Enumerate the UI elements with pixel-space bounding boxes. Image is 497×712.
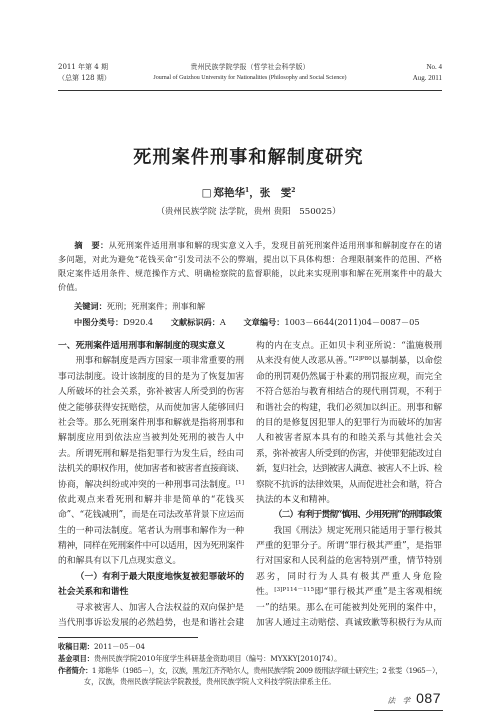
body-text-line [58,478,244,493]
abstract-line: 多问题，对此为避免“花钱买命”引发司法不公的弊端，提出以下具体构想：合理限制案件的范围、严格 [58,254,442,264]
body-text-line: 法机关的职权作用，使加害者和被害者直接商谈、 [58,464,244,475]
author-affiliation: （贵州民族学院 法学院，贵州 贵阳 550025） [156,207,341,217]
author-bio-line: 女，汉族，贵州民族学院法学院教授，贵州民族学院人文科技学院法律系主任。 [83,677,336,687]
footnote-divider [58,637,198,638]
body-text-line [256,354,442,369]
body-text-line: 不符合惩治与教育相结合的现代刑罚观，不利于 [256,387,442,398]
body-text-line: 系，弥补被害人所受到的伤害，并使罪犯能改过自 [256,448,442,459]
classification-line [58,315,442,329]
body-text-line: 解制度应用到依法应当被判处死刑的被告人中 [58,433,244,444]
body-text-line [256,585,442,600]
received-date [58,641,442,653]
author-affiliation-mark: 1 [245,187,250,194]
issue-date: Aug. 2011 [412,74,442,82]
article-number [243,317,419,327]
author-line [0,186,497,200]
body-column-right [256,339,442,631]
body-text-line: 生的一种司法制度。笔者认为刑事和解作为一种 [58,525,244,536]
abstract-text: 从死刑案件适用刑事和解的现实意义入手，发现目前死刑案件适用刑事和解制度存在的诸 [108,240,442,250]
body-text-line: 行对国家和人民利益的危害特别严重，情节特别 [256,556,442,567]
body-text-line: 和谐社会的构建，我们必须加以纠正。刑事和解 [256,402,442,413]
body-text-line: 当代刑事诉讼发展的必然趋势，也是和谐社会建 [58,618,244,629]
issue-no: No. 4 [426,63,442,71]
clc-number [74,317,153,327]
body-text-line: 事司法制度。设计该制度的目的是为了恢复加害 [58,371,244,382]
article-number-value: 1003－6644(2011)04－0087－05 [284,317,420,327]
running-header [58,62,442,84]
article-title: 死刑案件刑事和解制度研究 [133,147,364,168]
author-separator: ， [249,187,260,199]
subsection-heading: （一）有利于最大限度地恢复被犯罪破坏的 [75,571,244,582]
document-code-label: 文献标识码： [170,317,220,327]
author-affiliation-mark: 2 [291,187,296,194]
body-text-line: 严重的犯罪分子。所谓“罪行极其严重”，是指罪 [256,541,442,552]
article-number-label: 文章编号： [243,317,285,327]
section-heading: 一、死刑案件适用刑事和解制度的现实意义 [58,341,226,351]
author-bio-label: 作者简介： [58,665,92,675]
body-text-line: 精神，同样在死刑案件中可以适用，因为死刑案件 [58,541,244,552]
journal-name [130,62,370,84]
body-text-line: 察院不抗诉的法律效果，从而促进社会和谐，符合 [256,479,442,490]
body-text-line: 使之能够获得安抚赔偿，从而使加害人能够回归 [58,402,244,413]
citation-marker: [1] [235,479,244,486]
keywords-label: 关键词： [74,301,107,311]
body-text-line: 刑事和解制度是西方国家一项非常重要的刑 [75,356,244,367]
section-name: 法 学 [387,696,411,705]
page-number-value: 087 [416,690,441,706]
keywords-value: 死刑；死刑案件；刑事和解 [106,301,206,311]
fund-value: 贵州民族学院2010年度学生科研基金资助项目（编号：MYXKY[2010]74）。 [93,653,342,663]
body-text-line: 构的内在支点。正如贝卡利亚所说：“滥施极刑 [256,341,442,351]
author-name: 张 雯 [259,187,292,199]
body-text-line: 的目的是修复因犯罪人的犯罪行为而破坏的加害 [256,417,442,428]
issue-date-info [370,62,442,84]
footnotes [58,641,442,688]
abstract-label: 摘 要： [74,240,109,250]
journal-name-chinese: 贵州民族学院学报（哲学社会科学版） [190,63,310,71]
document-code-value: A [219,317,226,327]
body-text-line: 去。所谓死刑和解是指犯罪行为发生后，经由司 [58,448,244,459]
abstract-line: 价值。 [58,282,83,292]
text-segment: 以暴制暴，以命偿 [371,356,442,367]
fund-info [58,653,442,665]
body-column-left [58,339,244,631]
issue-info [58,62,130,84]
text-segment: 协商，解决纠纷或冲突的一种刑事司法制度。 [58,479,236,490]
body-text-line: 一”的结果。那么在可能被判处死刑的案件中， [256,602,442,613]
clc-value: D920.4 [123,317,154,327]
fund-label: 基金项目： [58,653,94,663]
body-text-line: 新，复归社会，达到被害人满意、被害人不上诉、检 [256,464,442,475]
keywords [58,299,442,313]
body-text-line: 加害人通过主动赔偿、真诚致歉等积极行为从而 [256,618,442,629]
issue-number: 2011 年第 4 期 [58,63,108,71]
author-bio-line [58,665,442,677]
clc-label: 中图分类号： [74,317,124,327]
author-name: 郑艳华 [213,187,246,199]
received-date-label: 收稿日期： [58,642,94,651]
body-text-line: 恶劣，同时行为人具有极其严重人身危险 [256,571,442,582]
subsection-heading: （二）有利于贯彻“慎用、少用死刑”的刑事政策 [273,510,442,521]
document-code [171,317,226,327]
body-text-line: 的和解具有以下几点现实意义。 [58,556,182,567]
body-text-line: 寻求被害人、加害人合法权益的双向保护是 [75,602,244,613]
page-number [374,690,443,711]
body-text-line: 命”、“花钱减刑”，而是在司法改革背景下应运而 [58,510,244,521]
author-marker-box: □ [201,187,212,199]
text-segment: 即“罪行极其严重”是主客观相统 [314,587,442,598]
body-text-line: 社会等。那么死刑案件刑事和解就是指将刑事和 [58,417,244,428]
header-divider [58,90,442,91]
citation-marker: [2]P80 [352,356,372,363]
abstract-line [58,238,442,252]
abstract [58,238,442,294]
body-text-line: 执法的本义和精神。 [256,494,336,505]
author-bio-text: 1 郑艳华（1985－），女，汉族，黑龙江齐齐哈尔人，贵州民族学院 2009 级刑法学硕士研究生；2 张雯（1965－）， [91,665,442,675]
text-segment: 从来没有使人改恶从善。” [256,356,353,367]
received-date-value: 2011－05－04 [93,642,145,651]
body-text-line: 依此观点来看死刑和解并非是简单的“花钱买 [58,494,244,505]
citation-marker: [3]P114－115 [274,587,315,594]
total-issue-number: （总第 128 期） [58,74,111,82]
text-segment: 性。 [256,587,275,598]
body-text-line: 我国《刑法》规定死刑只能适用于罪行极其 [273,525,442,536]
body-text-line: 人所破坏的社会关系，弥补被害人所受到的伤害 [58,387,244,398]
subsection-heading: 社会关系和和谐性 [58,587,129,598]
journal-name-english: Journal of Guizhou University for Nationalities (Philosophy and Social Science) [153,75,347,81]
body-text-line: 命的刑罚观仍然属于朴素的刑罚报应观，而完全 [256,371,442,382]
body-text-line: 人和被害者原本具有的和睦关系与其他社会关 [256,433,442,444]
abstract-line: 限定案件适用条件、规范操作方式、明确检察院的监督职能，以此来实现刑事和解在死刑案件中的最大 [58,268,442,278]
